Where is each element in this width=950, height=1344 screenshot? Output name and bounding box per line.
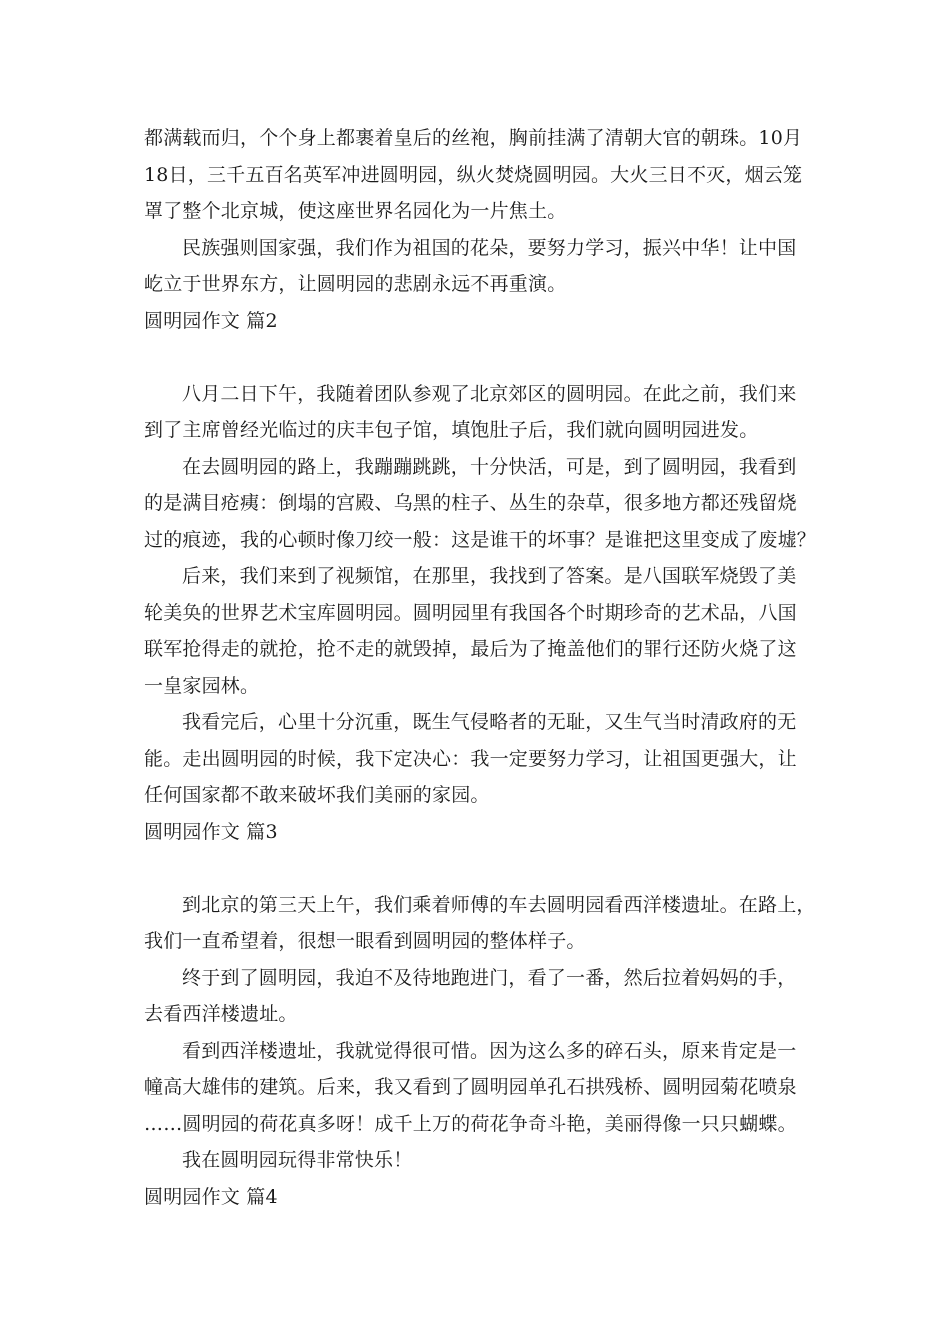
paragraph bbox=[144, 704, 834, 814]
text-line: 18日，三千五百名英军冲进圆明园，纵火焚烧圆明园。大火三日不灭，烟云笼 bbox=[144, 163, 803, 186]
paragraph bbox=[144, 1033, 834, 1143]
text-line: 屹立于世界东方，让圆明园的悲剧永远不再重演。 bbox=[144, 273, 567, 295]
text-line: 后来，我们来到了视频馆，在那里，我找到了答案。是八国联军烧毁了美 bbox=[182, 565, 797, 587]
paragraph bbox=[144, 230, 834, 303]
text-line: 我看完后，心里十分沉重，既生气侵略者的无耻，又生气当时清政府的无 bbox=[182, 711, 797, 733]
document-body bbox=[144, 120, 834, 1215]
section-heading: 圆明园作文 篇2 bbox=[144, 309, 278, 332]
text-line: 联军抢得走的就抢，抢不走的就毁掉，最后为了掩盖他们的罪行还防火烧了这 bbox=[144, 638, 797, 660]
text-line: 一皇家园林。 bbox=[144, 674, 260, 697]
text-line: 过的痕迹，我的心顿时像刀绞一般：这是谁干的坏事？是谁把这里变成了废墟？ bbox=[144, 528, 817, 551]
paragraph bbox=[144, 376, 834, 449]
paragraph bbox=[144, 1142, 834, 1179]
paragraph bbox=[144, 120, 834, 230]
text-line: 轮美奂的世界艺术宝库圆明园。圆明园里有我国各个时期珍奇的艺术品，八国 bbox=[144, 601, 797, 624]
section-heading: 圆明园作文 篇4 bbox=[144, 1185, 278, 1208]
paragraph bbox=[144, 887, 834, 960]
text-line: 的是满目疮痍：倒塌的宫殿、乌黑的柱子、丛生的杂草，很多地方都还残留烧 bbox=[144, 492, 797, 514]
text-line: 任何国家都不敢来破坏我们美丽的家园。 bbox=[144, 784, 490, 806]
text-line: 我们一直希望着，很想一眼看到圆明园的整体样子。 bbox=[144, 930, 586, 952]
paragraph bbox=[144, 960, 834, 1033]
text-line: 在去圆明园的路上，我蹦蹦跳跳，十分快活，可是，到了圆明园，我看到 bbox=[182, 455, 797, 478]
text-line: 能。走出圆明园的时候，我下定决心：我一定要努力学习，让祖国更强大，让 bbox=[144, 747, 797, 770]
section-heading: 圆明园作文 篇3 bbox=[144, 820, 278, 843]
text-line: 罩了整个北京城，使这座世界名园化为一片焦土。 bbox=[144, 200, 567, 222]
text-line: 民族强则国家强，我们作为祖国的花朵，要努力学习，振兴中华！让中国 bbox=[182, 236, 797, 259]
text-line: 都满载而归，个个身上都裹着皇后的丝袍，胸前挂满了清朝大官的朝珠。10月 bbox=[144, 127, 803, 149]
text-line: 到了主席曾经光临过的庆丰包子馆，填饱肚子后，我们就向圆明园进发。 bbox=[144, 419, 759, 441]
paragraph bbox=[144, 449, 834, 559]
section-spacer bbox=[144, 339, 834, 376]
text-line: 到北京的第三天上午，我们乘着师傅的车去圆明园看西洋楼遗址。在路上， bbox=[182, 893, 816, 916]
paragraph bbox=[144, 558, 834, 704]
text-line: 八月二日下午，我随着团队参观了北京郊区的圆明园。在此之前，我们来 bbox=[182, 382, 797, 405]
text-line: 看到西洋楼遗址，我就觉得很可惜。因为这么多的碎石头，原来肯定是一 bbox=[182, 1039, 797, 1062]
text-line: 终于到了圆明园，我迫不及待地跑进门，看了一番，然后拉着妈妈的手， bbox=[182, 966, 797, 989]
section-spacer bbox=[144, 850, 834, 887]
text-line: 幢高大雄伟的建筑。后来，我又看到了圆明园单孔石拱残桥、圆明园菊花喷泉 bbox=[144, 1076, 797, 1098]
text-line: 去看西洋楼遗址。 bbox=[144, 1003, 298, 1025]
text-line: ……圆明园的荷花真多呀！成千上万的荷花争奇斗艳，美丽得像一只只蝴蝶。 bbox=[144, 1112, 797, 1135]
text-line: 我在圆明园玩得非常快乐！ bbox=[182, 1149, 413, 1171]
